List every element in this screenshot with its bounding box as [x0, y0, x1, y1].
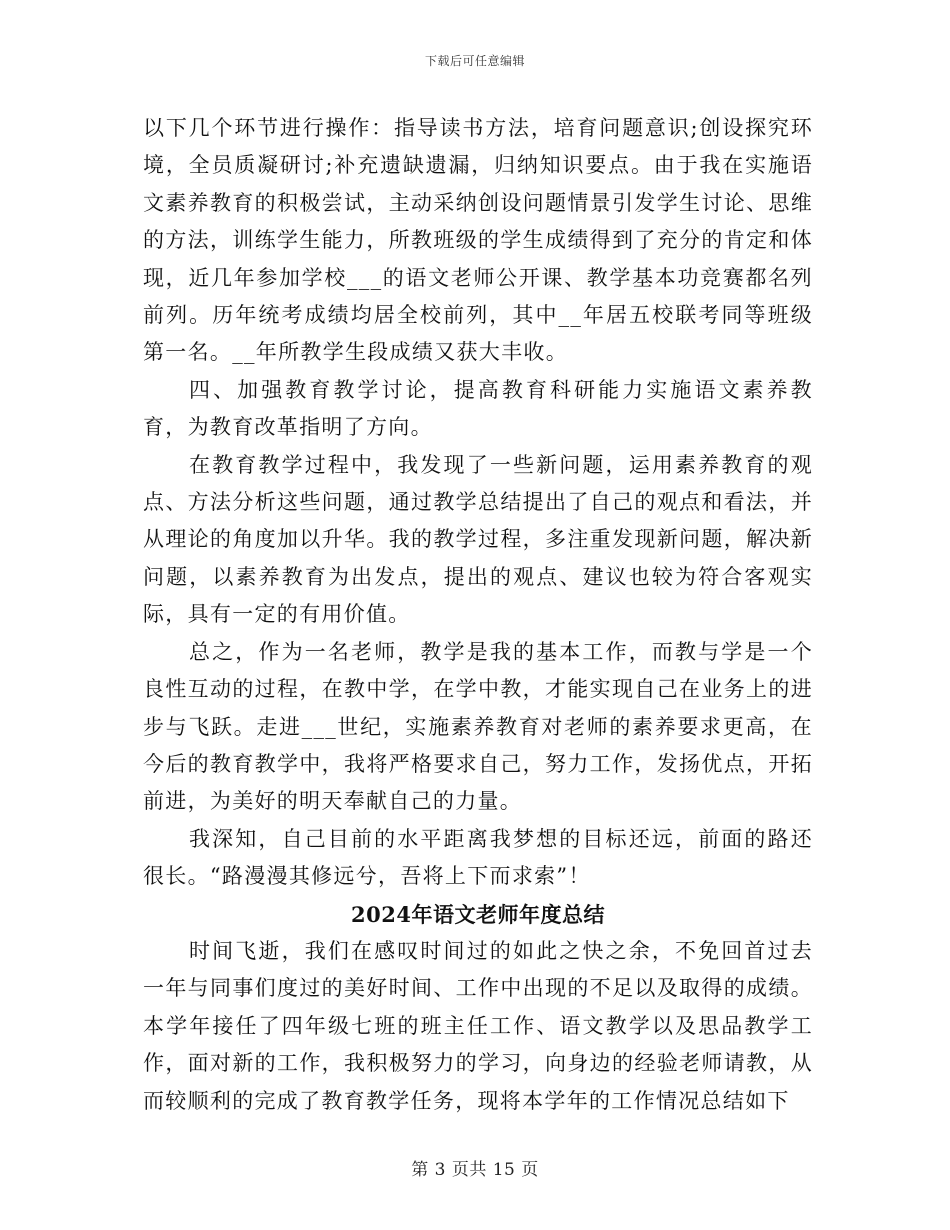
- section-title: 2024年语文老师年度总结: [351, 901, 605, 927]
- page-number-footer: 第 3 页共 15 页: [411, 1160, 539, 1180]
- page-header-note: 下载后可任意编辑: [424, 54, 525, 68]
- paragraph: 总之，作为一名老师，教学是我的基本工作，而教与学是一个良性互动的过程，在教中学，在学中教，才能实现自己在业务上的进步与飞跃。走进___世纪，实施素养教育对老师的素养要求更高，在今后的教育教学中，我将严格要求自己，努力工作，发扬优点，开拓前进，为美好的明天奉献自己的力量。: [143, 639, 813, 814]
- paragraph: 时间飞逝，我们在感叹时间过的如此之快之余，不免回首过去一年与同事们度过的美好时间、工作中出现的不足以及取得的成绩。本学年接任了四年级七班的班主任工作、语文教学以及思品教学工作，面对新的工作，我积极努力的学习，向身边的经验老师请教，从而较顺利的完成了教育教学任务，现将本学年的工作情况总结如下: [143, 938, 813, 1113]
- document-body: [143, 110, 813, 1120]
- paragraph: 在教育教学过程中，我发现了一些新问题，运用素养教育的观点、方法分析这些问题，通过教学总结提出了自己的观点和看法，并从理论的角度加以升华。我的教学过程，多注重发现新问题，解决新问题，以素养教育为出发点，提出的观点、建议也较为符合客观实际，具有一定的有用价值。: [143, 452, 813, 627]
- paragraph: 我深知，自己目前的水平距离我梦想的目标还远，前面的路还很长。“路漫漫其修远兮，吾将上下而求索”！: [143, 826, 813, 889]
- paragraph: 四、加强教育教学讨论，提高教育科研能力实施语文素养教育，为教育改革指明了方向。: [143, 377, 813, 440]
- paragraph: 以下几个环节进行操作：指导读书方法，培育问题意识;创设探究环境，全员质凝研讨;补充遗缺遗漏，归纳知识要点。由于我在实施语文素养教育的积极尝试，主动采纳创设问题情景引发学生讨论、思维的方法，训练学生能力，所教班级的学生成绩得到了充分的肯定和体现，近几年参加学校___的语文老师公开课、教学基本功竞赛都名列前列。历年统考成绩均居全校前列，其中__年居五校联考同等班级第一名。__年所教学生段成绩又获大丰收。: [143, 116, 813, 365]
